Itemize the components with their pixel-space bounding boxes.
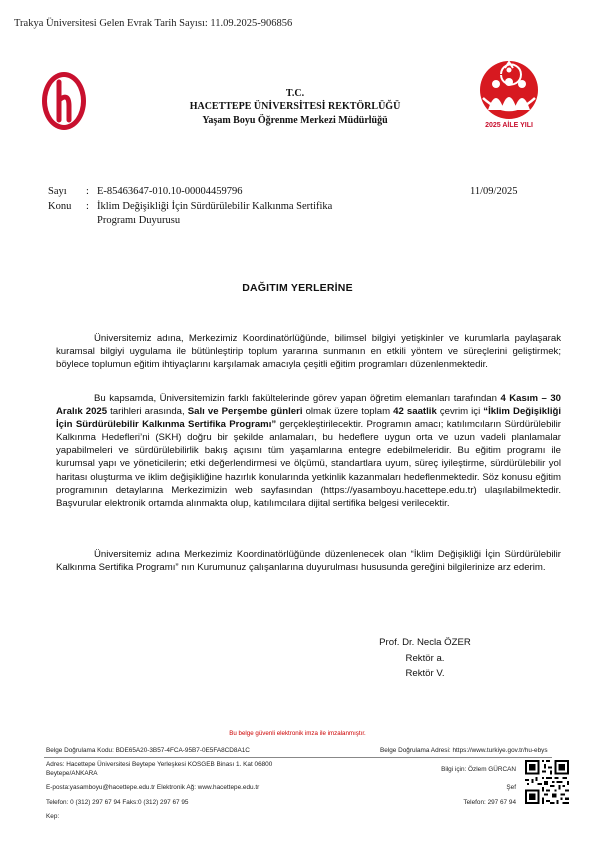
distribution-title: DAĞITIM YERLERİNE — [242, 282, 353, 294]
body-paragraph-2 — [56, 392, 561, 510]
konu-line-2: Programı Duyurusu — [97, 215, 181, 226]
konu-label: Konu — [48, 201, 72, 212]
konu-separator: : — [86, 201, 89, 212]
signatory-name: Prof. Dr. Necla ÖZER — [379, 637, 471, 648]
footer-divider — [44, 757, 552, 758]
contact-phone: Telefon: 0 (312) 297 67 94 Faks:0 (312) 297 67 95 — [46, 799, 189, 806]
p2-part-c: olmak üzere toplam — [302, 406, 394, 418]
paragraph-1-text: Üniversitemiz adına, Merkezimiz Koordinatörlüğünde, bilimsel bilgiyi yetişkinler ve kurumlarla paylaşarak kuramsal bilgiyi uygulama ile bütünleştirip toplum yararına sunmanın en etkili yöntem ve süreçlerini geliştirmek; böylece toplumun eğitim ihtiyaçlarını karşılamak amacıyla çeşitli eğitim programları düzenlenmektedir. — [56, 333, 561, 371]
paragraph-2-text — [56, 392, 561, 510]
qr-code-icon — [525, 760, 569, 804]
info-person: Bilgi için: Özlem GÜRCAN — [441, 766, 516, 773]
p2-hours: 42 saatlik — [393, 406, 437, 418]
incoming-document-stamp: Trakya Üniversitesi Gelen Evrak Tarih Sayısı: 11.09.2025-906856 — [14, 18, 293, 29]
paragraph-3-text: Üniversitemiz adına Merkezimiz Koordinatörlüğünde düzenlenecek olan “İklim Değişikliği İçin Sürdürülebilir Kalkınma Sertifika Programı” nın Kurumunuz çalışanlarına duyurulması hususunda gereğini bilgilerinize arz ederim. — [56, 549, 561, 574]
info-role: Şef — [506, 784, 516, 791]
konu-line-1: İklim Değişikliği İçin Sürdürülebilir Kalkınma Sertifika — [97, 201, 333, 212]
p2-part-d: çevrim içi — [436, 406, 484, 418]
header-university: HACETTEPE ÜNİVERSİTESİ REKTÖRLÜĞÜ — [189, 101, 401, 112]
p2-program-name: “İklim Değişikliği İçin Sürdürülebilir Kalkınma Sertifika Programı” — [56, 406, 562, 431]
family-year-logo-text: 2025 AİLE YILI — [485, 122, 533, 129]
document-date: 11/09/2025 — [470, 186, 518, 197]
p2-part-a: Bu kapsamda, Üniversitemizin farklı fakültelerinde görev yapan öğretim elemanları tarafından — [94, 393, 501, 404]
contact-email: E-posta:yasamboyu@hacettepe.edu.tr Elektronik Ağ: www.hacettepe.edu.tr — [46, 784, 260, 791]
sayi-value: E-85463647-010.10-00004459796 — [97, 186, 243, 197]
p2-part-b: tarihleri arasında, — [107, 406, 188, 418]
header-tc: T.C. — [285, 88, 305, 99]
hacettepe-logo-icon — [40, 70, 88, 132]
signatory-title-2: Rektör V. — [405, 668, 445, 679]
signatory-title-1: Rektör a. — [405, 653, 445, 664]
verification-address: Belge Doğrulama Adresi: https://www.turkiye.gov.tr/hu-ebys — [380, 747, 548, 754]
verification-code: Belge Doğrulama Kodu: BDE65A20-3B57-4FCA-95B7-0E5FA8CD8A1C — [46, 747, 250, 754]
address-line-1: Adres: Hacettepe Üniversitesi Beytepe Yerleşkesi KOSGEB Binası 1. Kat 06800 — [46, 761, 273, 768]
kep-label: Kep: — [46, 813, 60, 820]
sayi-label: Sayı — [48, 186, 67, 197]
esign-note: Bu belge güvenli elektronik imza ile imzalanmıştır. — [229, 730, 366, 737]
info-phone: Telefon: 297 67 94 — [463, 799, 516, 806]
sayi-separator: : — [86, 186, 89, 197]
p2-part-e: gerçekleştirilecektir. Programın amacı; katılımcıların Sürdürülebilir Kalkınma Hedefleri’ni (SKH) doğru bir şekilde anlamaları, bu hedeflere uygun orta ve uzun vadeli planlamalar yapabilmeleri ve sürdürülebilirlik bakış açısını tüm yaşamlarına entegre edebilmeleridir. Bu eğitim programı ile kurumsal yapı ve yöneticilerin; etki değerlendirmesi ve ölçümü, standartlara uyum, süreç iyileştirme, sürdürülebilir yol haritası oluşturma ve iklim değişikliğine hazırlık konularında yetkinlik kazanmaları hedeflenmektedir. Söz konusu eğitim programının detaylarına Merkezimizin web sayfasından (https://yasamboyu.hacettepe.edu.tr) ulaşılabilmektedir. Başvurular elektronik ortamda alınmakta olup, katılımcılara dijital sertifika belgesi verilecektir. — [56, 419, 561, 509]
body-paragraph-3 — [56, 548, 561, 574]
p2-days: Salı ve Perşembe günleri — [187, 406, 303, 418]
header-directorate: Yaşam Boyu Öğrenme Merkezi Müdürlüğü — [202, 115, 388, 126]
body-paragraph-1 — [56, 332, 561, 371]
p2-dates: 4 Kasım – 30 Aralık 2025 — [56, 393, 561, 418]
address-line-2: Beytepe/ANKARA — [46, 770, 98, 777]
